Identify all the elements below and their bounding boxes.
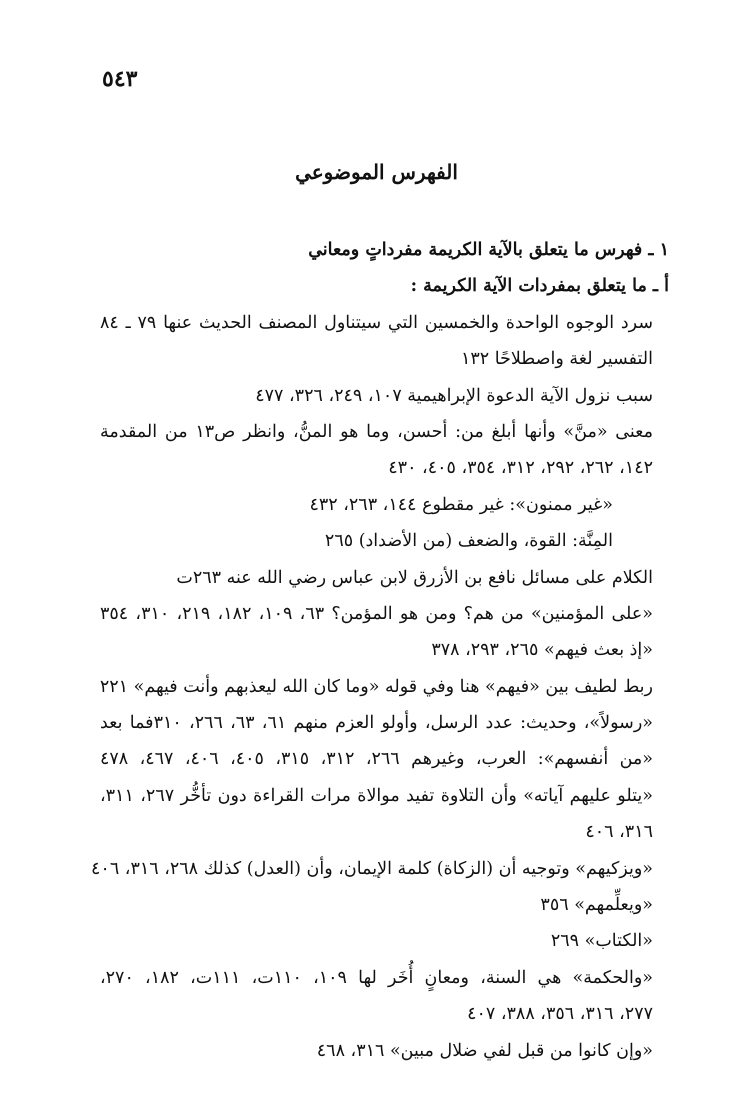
index-line: «وإن كانوا من قبل لفي ضلال مبين» ٣١٦، ٤٦٨ (316, 1040, 653, 1061)
index-line: أ ـ ما يتعلق بمفردات الآية الكريمة : (410, 276, 669, 297)
index-line: «رسولاً»، وحديث: عدد الرسل، وأولو العزم منهم ٦١، ٦٣، ٢٦٦، ٣١٠فما بعد (100, 713, 653, 734)
index-line: «الكتاب» ٢٦٩ (550, 931, 653, 952)
index-line: «على المؤمنين» من هم؟ ومن هو المؤمن؟ ٦٣، ١٠٩، ١٨٢، ٢١٩، ٣١٠، ٣٥٤ (100, 603, 653, 624)
index-line: ربط لطيف بين «فيهم» هنا وفي قوله «وما كان الله ليعذبهم وأنت فيهم» ٢٢١ (99, 676, 653, 697)
index-line: المِنَّة: القوة، والضعف (من الأضداد) ٢٦٥ (324, 531, 613, 552)
index-content (91, 232, 669, 1069)
index-line: التفسير لغة واصطلاحًا ١٣٢ (460, 349, 653, 370)
index-line: «من أنفسهم»: العرب، وغيرهم ٢٦٦، ٣١٢، ٣١٥، ٤٠٥، ٤٠٦، ٤٦٧، ٤٧٨ (100, 749, 654, 770)
index-line: «غير ممنون»: غير مقطوع ١٤٤، ٢٦٣، ٤٣٢ (309, 494, 613, 515)
index-title: الفهرس الموضوعي (295, 160, 458, 184)
index-line: ٣١٦، ٤٠٦ (585, 822, 653, 843)
index-line: «والحكمة» هي السنة، ومعانٍ أُخَر لها ١٠٩، ١١٠ت، ١١١ت، ١٨٢، ٢٧٠، (100, 967, 653, 988)
page-number: ٥٤٣ (102, 66, 138, 92)
index-line: «يتلو عليهم آياته» وأن التلاوة تفيد موالاة مرات القراءة دون تأخُّر ٢٦٧، ٣١١، (100, 785, 653, 806)
index-line: «إذ بعث فيهم» ٢٦٥، ٢٩٣، ٣٧٨ (431, 640, 653, 661)
index-line: «ويعلِّمهم» ٣٥٦ (540, 895, 653, 916)
index-line: سرد الوجوه الواحدة والخمسين التي سيتناول المصنف الحديث عنها ٧٩ ـ ٨٤ (100, 312, 653, 333)
index-line: ١٤٢، ٢٦٢، ٢٩٢، ٣١٢، ٣٥٤، ٤٠٥، ٤٣٠ (388, 458, 653, 479)
index-line: سبب نزول الآية الدعوة الإبراهيمية ١٠٧، ٢٤٩، ٣٢٦، ٤٧٧ (255, 385, 653, 406)
index-line: معنى «منَّ» وأنها أبلغ من: أحسن، وما هو المنُّ، وانظر ص١٣ من المقدمة (100, 421, 653, 442)
index-line: الكلام على مسائل نافع بن الأزرق لابن عباس رضي الله عنه ٢٦٣ت (176, 567, 653, 588)
index-line: «ويزكيهم» وتوجيه أن (الزكاة) كلمة الإيمان، وأن (العدل) كذلك ٢٦٨، ٣١٦، ٤٠٦ (91, 858, 653, 879)
index-line: ١ ـ فهرس ما يتعلق بالآية الكريمة مفرداتٍ ومعاني (308, 240, 669, 260)
index-line: ٢٧٧، ٣١٦، ٣٥٦، ٣٨٨، ٤٠٧ (467, 1004, 653, 1025)
